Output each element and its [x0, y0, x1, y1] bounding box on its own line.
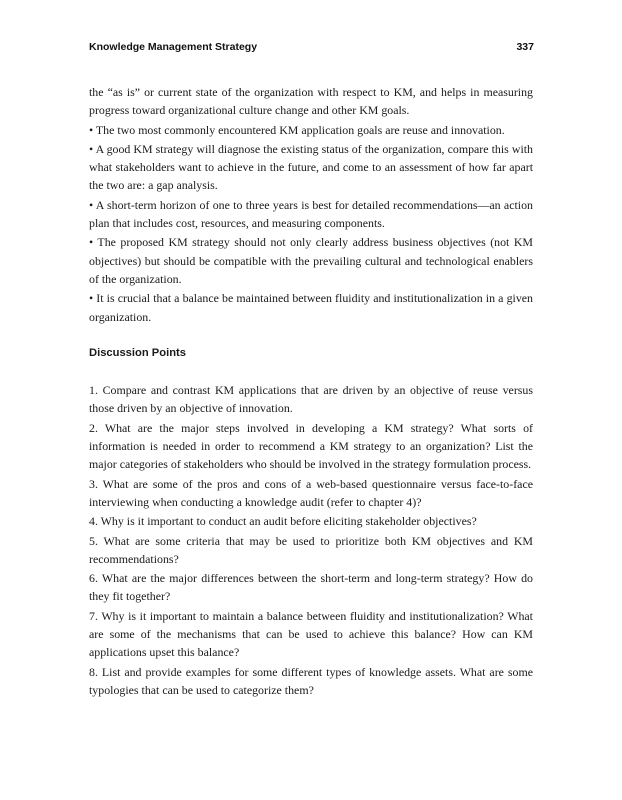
body-text — [89, 83, 533, 700]
discussion-point: 7. Why is it important to maintain a balance between fluidity and institutionalization? What are some of the mechanisms that can be used to achieve this balance? How can KM applications upset this balance? — [89, 608, 533, 660]
running-title: Knowledge Management Strategy — [89, 41, 258, 53]
discussion-point: 3. What are some of the pros and cons of a web-based questionnaire versus face-to-face interviewing when conducting a knowledge audit (refer to chapter 4)? — [89, 476, 533, 509]
running-head — [89, 41, 534, 53]
summary-bullet: • A short-term horizon of one to three years is best for detailed recommendations—an action plan that includes cost, resources, and measuring components. — [89, 197, 533, 231]
discussion-point: 1. Compare and contrast KM applications that are driven by an objective of reuse versus those driven by an objective of innovation. — [89, 383, 533, 416]
summary-bullet: • The two most commonly encountered KM application goals are reuse and innovation. — [89, 122, 505, 137]
discussion-point: 4. Why is it important to conduct an audit before eliciting stakeholder objectives? — [89, 514, 477, 529]
summary-bullet: • It is crucial that a balance be maintained between fluidity and institutionalization in a given organization. — [89, 291, 533, 324]
discussion-point: 2. What are the major steps involved in developing a KM strategy? What sorts of information is needed in order to recommend a KM strategy to an organization? List the major categories of stakeholders who should be involved in the strategy formulation process. — [89, 420, 533, 472]
summary-bullet: • A good KM strategy will diagnose the existing status of the organization, compare this with what stakeholders want to achieve in the future, and come to an assessment of how far apart the two are: a gap analysis. — [89, 141, 533, 193]
summary-bullet: • The proposed KM strategy should not only clearly address business objectives (not KM objectives) but should be compatible with the prevailing cultural and technological enablers of the organization. — [89, 235, 533, 286]
section-heading: Discussion Points — [89, 346, 186, 359]
discussion-point: 6. What are the major differences between the short-term and long-term strategy? How do they fit together? — [89, 571, 533, 604]
discussion-point: 8. List and provide examples for some different types of knowledge assets. What are some typologies that can be used to categorize them? — [89, 664, 533, 697]
discussion-point: 5. What are some criteria that may be used to prioritize both KM objectives and KM recommendations? — [89, 533, 533, 566]
page-number: 337 — [516, 41, 534, 53]
summary-paragraph: the “as is” or current state of the organization with respect to KM, and helps in measuring progress toward organizational culture change and other KM goals. — [89, 85, 533, 118]
